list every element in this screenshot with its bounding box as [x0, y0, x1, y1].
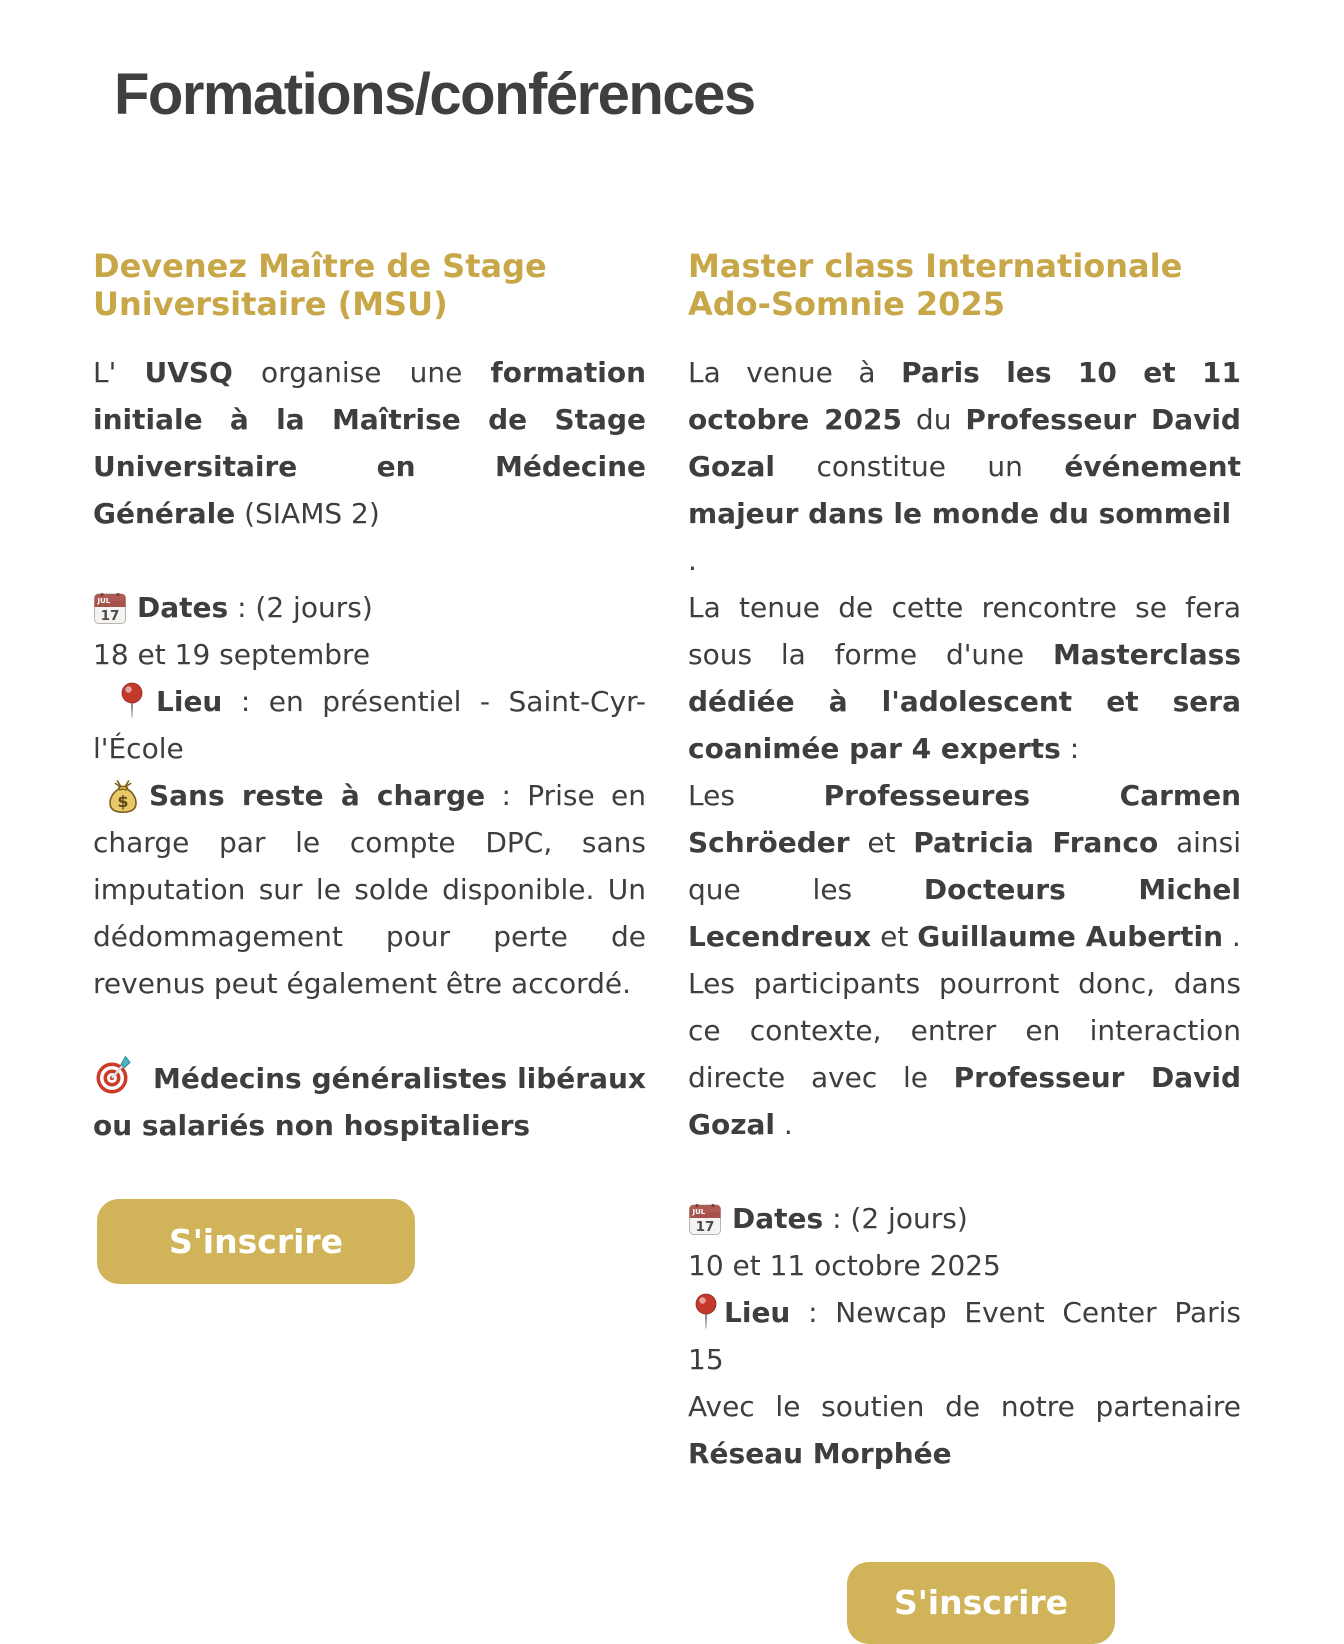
text: La venue à [688, 356, 902, 389]
pin-icon [120, 682, 144, 719]
svg-text:17: 17 [695, 1219, 715, 1235]
bold-text: Masterclass dédiée à l'adolescent et sera coanimée par 4 experts [688, 638, 1241, 765]
intro-paragraph [688, 349, 1241, 584]
bold-text: Docteurs Michel Lecendreux [688, 873, 1241, 953]
register-button[interactable]: S'inscrire [97, 1199, 415, 1284]
text: ainsi que les [688, 826, 1241, 906]
text: . [1223, 920, 1241, 953]
money-bag-icon [106, 777, 140, 813]
spacer [93, 537, 646, 584]
text: Avec le soutien de notre partenaire [688, 1390, 1241, 1423]
text: : Prise en charge par le compte DPC, sans imputation sur le solde disponible. Un dédommagement pour perte de revenus peut également être accordé. [93, 779, 647, 1000]
bold-text: Réseau Morphée [688, 1437, 952, 1470]
card-heading: Master class Internationale Ado-Somnie 2025 [688, 247, 1183, 323]
spacer [93, 1007, 646, 1054]
text: : en présentiel - Saint-Cyr-l'École [93, 685, 646, 765]
text: : (2 jours) [823, 1202, 968, 1235]
text: Les [688, 779, 824, 812]
bold-text: Patricia Franco [913, 826, 1159, 859]
audience-paragraph [93, 1054, 646, 1149]
calendar-icon [688, 1202, 722, 1236]
text: et [871, 920, 918, 953]
participants-paragraph [688, 960, 1241, 1148]
calendar-icon [93, 591, 127, 625]
bold-text: Dates [137, 591, 229, 624]
card-heading: Devenez Maître de Stage Universitaire (MSU) [93, 247, 547, 323]
text: . [688, 544, 697, 577]
bold-text: Sans reste à charge [149, 779, 486, 812]
text: constitue un [775, 450, 1065, 483]
bold-text: Professeures Carmen Schröeder [688, 779, 1242, 859]
svg-text:17: 17 [100, 608, 120, 624]
text: du [902, 403, 966, 436]
bold-text: formation initiale à la Maîtrise de Stage Universitaire en Médecine Générale [93, 356, 646, 530]
msu-training-card [93, 247, 646, 1284]
bold-text: Lieu [156, 685, 223, 718]
intro-paragraph [93, 349, 646, 537]
bold-text: Dates [732, 1202, 824, 1235]
text: Les participants pourront donc, dans ce contexte, entrer en interaction directe avec le [688, 967, 1241, 1094]
bold-text: Professeur David Gozal [688, 1061, 1241, 1141]
text: (SIAMS 2) [235, 497, 380, 530]
svg-text:JUL: JUL [97, 597, 111, 605]
text: 10 et 11 octobre 2025 [688, 1249, 1001, 1282]
svg-text:$: $ [117, 792, 129, 811]
text: : [1060, 732, 1080, 765]
text: organise une [232, 356, 491, 389]
bold-text: événement majeur dans le monde du sommeil [688, 450, 1241, 530]
bold-text: Paris les 10 et 11 octobre 2025 [688, 356, 1241, 436]
bold-text: Professeur David Gozal [688, 403, 1241, 483]
text: 18 et 19 septembre [93, 638, 371, 671]
bold-text: Médecins généralistes libéraux ou salariés non hospitaliers [93, 1062, 646, 1142]
details-paragraph [93, 584, 646, 1007]
experts-paragraph [688, 772, 1241, 960]
bold-text: Lieu [724, 1296, 791, 1329]
details-paragraph [688, 1195, 1241, 1477]
spacer [688, 1148, 1241, 1195]
register-button[interactable]: S'inscrire [847, 1562, 1115, 1644]
bold-text: UVSQ [144, 356, 233, 389]
target-icon [93, 1054, 137, 1096]
text: : (2 jours) [228, 591, 373, 624]
format-paragraph [688, 584, 1241, 772]
text: et [849, 826, 914, 859]
bold-text: Guillaume Aubertin [917, 920, 1224, 953]
pin-icon [694, 1293, 718, 1330]
masterclass-card [688, 247, 1241, 1644]
text: . [775, 1108, 793, 1141]
text: La tenue de cette rencontre se fera sous la forme d'une [688, 591, 1241, 671]
page-title: Formations/conférences [114, 62, 755, 127]
text: L' [93, 356, 145, 389]
text: : Newcap Event Center Paris 15 [688, 1296, 1241, 1376]
svg-text:JUL: JUL [692, 1208, 706, 1216]
